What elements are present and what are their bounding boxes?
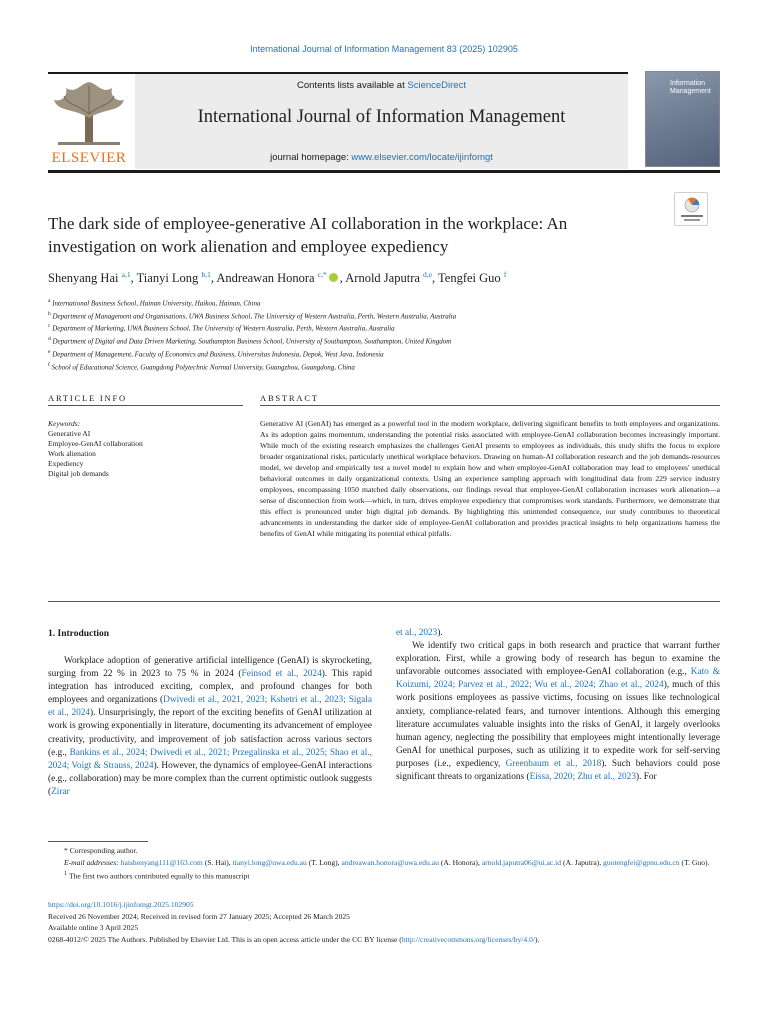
affiliation-marker: d — [48, 336, 51, 343]
contents-line — [135, 80, 628, 91]
keywords-label: Keywords: — [48, 419, 81, 428]
affiliation-text: School of Educational Science, Guangdong Polytechnic Normal University, Guangzhou, Guangdong, China — [51, 363, 355, 371]
introduction-heading: 1. Introduction — [48, 629, 110, 639]
affiliation-marker: b — [48, 310, 51, 317]
affiliation-text: Department of Digital and Data Driven Marketing, Southampton Business School, University of Southampton, Southampton, United Kingdom — [52, 337, 452, 346]
received-dates: Received 26 November 2024; Received in revised form 27 January 2025; Accepted 26 March 2025 — [48, 911, 350, 921]
affiliation — [48, 296, 728, 309]
article-info-heading: ARTICLE INFO — [48, 393, 127, 403]
keyword: Generative AI — [48, 429, 91, 438]
homepage-link[interactable]: www.elsevier.com/locate/ijinfomgt — [351, 152, 493, 163]
paragraph — [396, 627, 720, 640]
paragraph — [396, 640, 720, 784]
body-text: ). For — [635, 772, 657, 783]
author-affiliation-marker[interactable]: f — [503, 270, 507, 279]
contents-prefix: Contents lists available at — [297, 80, 408, 91]
email-addresses — [48, 857, 728, 869]
available-online: Available online 3 April 2025 — [48, 923, 139, 932]
header-bottom-rule — [48, 170, 720, 173]
sciencedirect-link[interactable]: ScienceDirect — [407, 80, 466, 91]
author-name[interactable]: Tengfei Guo — [438, 271, 501, 286]
author-affiliation-marker[interactable]: a,1 — [121, 270, 131, 279]
check-for-updates-icon — [675, 193, 709, 227]
email-link[interactable]: andreawan.honora@uwa.edu.au — [341, 857, 439, 867]
cover-title: Information Management — [670, 80, 711, 95]
body-text: ), much of this work positions employees as passive victims, focusing on issues like technological anxiety, compliance-related fears, and turnover intentions. Although this emerging literature accumulates valuable insights into the risks of GenAI, it largely overlooks human agency, neglecting the possibility that employees might intentionally leverage GenAI for unethical purposes, such as utilizing it to expedite work for self-serving purposes (i.e., expediency, — [396, 680, 720, 769]
elsevier-wordmark: ELSEVIER — [51, 150, 127, 166]
article-info-rule — [48, 405, 243, 406]
body-text: ). — [437, 628, 443, 638]
equal-contribution-note — [48, 868, 728, 882]
author-list: Shenyang Hai $^{a,1}$, Tianyi Long $^{b,1}$, Andreawan Honora $^{c,*}$ , Arnold Japutra $^{d,e}$, Tengfei Guo $^f$ — [48, 270, 507, 286]
body-text: We identify two critical gaps in both research and practice that warrant further exploration. First, while a growing body of research has begun to examine the unfavorable outcomes associated with employee-GenAI collaboration (e.g., — [396, 641, 720, 678]
affiliation-list — [48, 296, 728, 372]
email-link[interactable]: guotengfei@gpnu.edu.cn — [603, 857, 680, 867]
abstract-body: Generative AI (GenAI) has emerged as a powerful tool in the modern workplace, delivering significant benefits to both employees and organizations. As its adoption gains momentum, understanding the potential risks associated with employee-GenAI collaboration becomes increasingly important. While much of the existing research emphasizes the challenges GenAI presents to employees as individuals, this study shifts the focus to explore broader organizational risks, particularly unethical workplace behaviors. Drawing on human-AI collaboration research and the job demands-resources model, we develop and empirically test a novel model to explain how and when employee-GenAI collaboration may lead to employees' unethical behavioral outcomes in daily organizational contexts. Using an experience sampling approach with longitudinal data from 229 service industry employees, encompassing 1050 matched daily observations, our findings reveal that employee-GenAI collaboration increases work alienation—a sense of disconnection from work—which, in turn, drives employee expediency that compromises work standards. Furthermore, we demonstrate that this effect is pronounced under high digital job demands. By highlighting this unintended consequence, our study contributes to theoretical advancements in understanding the darker side of employee-GenAI collaboration and provides practical insights to help organizations harness the benefits of GenAI while mitigating its potential ethical pitfalls. — [260, 419, 720, 538]
email-link[interactable]: tianyi.long@uwa.edu.au — [232, 857, 307, 867]
affiliation-text: Department of Management and Organisations, UWA Business School, The University of Western Australia, Perth, Western Australia, Australia — [52, 312, 457, 321]
email-link[interactable]: arnold.japutra06@ui.ac.id — [481, 857, 562, 867]
author-name[interactable]: Shenyang Hai — [48, 271, 119, 286]
keyword: Expediency — [48, 459, 84, 469]
email-link[interactable]: haishenyang111@163.com — [120, 857, 203, 867]
abstract-rule — [260, 405, 720, 406]
keyword: Work alienation — [48, 449, 96, 459]
author-affiliation-marker[interactable]: c,* — [317, 270, 327, 279]
affiliation — [48, 334, 728, 347]
author-affiliation-marker[interactable]: d,e — [423, 270, 432, 279]
citation-link[interactable]: et al., 2023 — [396, 628, 438, 638]
keyword: Digital job demands — [48, 469, 109, 479]
body-text: ). Unsurprisingly, the report of the exciting benefits of GenAI utilization at work is growing exponentially in literature, documenting its advancement of employee creativity, productivity, and improvement of job satisfaction across various sectors (e.g., — [48, 708, 372, 758]
affiliation-text: International Business School, Hainan University, Haikou, Hainan, China — [52, 299, 261, 308]
intro-left-column — [48, 655, 372, 799]
affiliation — [48, 360, 728, 373]
citation-link[interactable]: Bankins et al., 2024; Dwivedi et al., 2021; Przegalinska et al., 2025; Shao et al., 2024; Voigt & Strauss, 2024 — [48, 747, 372, 771]
homepage-prefix: journal homepage: — [270, 152, 352, 163]
email-owner: (A. Honora), — [438, 857, 482, 867]
body-text: ). Such behaviors could pose significant threats to organizations ( — [396, 758, 721, 783]
keywords-list — [48, 429, 143, 479]
footnote-marker: 1 — [64, 870, 68, 877]
affiliation-marker: e — [48, 348, 51, 355]
article-title: The dark side of employee-generative AI collaboration in the workplace: An investigation on work alienation and employee expediency — [48, 214, 568, 256]
journal-title: International Journal of Information Management — [197, 107, 566, 127]
check-for-updates-button[interactable] — [674, 192, 708, 226]
section-divider — [48, 601, 720, 602]
doi-link[interactable]: https://doi.org/10.1016/j.ijinfomgt.2025.102905 — [48, 900, 194, 909]
email-owner: (A. Japutra), — [561, 857, 604, 867]
citation-link[interactable]: Dwivedi et al., 2021, 2023; Kshetri et al., 2023; Sigala et al., 2024 — [48, 695, 372, 719]
keyword: Employee-GenAI collaboration — [48, 439, 143, 449]
journal-homepage — [135, 152, 628, 163]
body-text: ). This rapid integration has introduced exciting, complex, and profound changes for both employees and organizations ( — [48, 669, 373, 706]
body-text: ). However, the dynamics of employee-GenAI interactions (e.g., collaboration) may be more complex than the current optimistic outlook suggests ( — [48, 760, 372, 797]
affiliation — [48, 309, 728, 322]
body-text: Workplace adoption of generative artificial intelligence (GenAI) is skyrocketing, surging from 22 % in 2023 to 75 % in 2024 ( — [48, 656, 372, 680]
author-name[interactable]: Tianyi Long — [136, 271, 199, 286]
affiliation-text: Department of Marketing, UWA Business School, The University of Western Australia, Perth, Western Australia, Australia — [52, 324, 395, 333]
license-text: ). — [534, 934, 540, 944]
license-text: 0268-4012/© 2025 The Authors. Published by Elsevier Ltd. This is an open access article under the CC BY license ( — [48, 934, 402, 944]
affiliation-marker: c — [48, 323, 51, 330]
citation-link[interactable]: Greenbaum et al., 2018 — [505, 758, 602, 769]
citation-link[interactable]: Feinsod et al., 2024 — [241, 669, 322, 680]
equal-contribution-text: The first two authors contributed equally to this manuscript — [68, 871, 250, 881]
email-owner: (T. Long), — [306, 857, 342, 867]
footnote-rule — [48, 841, 148, 842]
abstract-heading: ABSTRACT — [260, 393, 319, 403]
corresponding-author-note: * Corresponding author. — [64, 846, 138, 855]
affiliation-marker: f — [48, 361, 50, 368]
journal-citation[interactable]: International Journal of Information Management 83 (2025) 102905 — [250, 44, 518, 54]
license-link[interactable]: http://creativecommons.org/licenses/by/4.0/ — [401, 934, 535, 944]
orcid-icon[interactable] — [329, 273, 338, 282]
citation-link[interactable]: Zirar — [51, 786, 70, 797]
publication-info — [48, 899, 728, 945]
citation-link[interactable]: Kato & Koizumi, 2024; Parvez et al., 2022; Wu et al., 2024; Zhao et al., 2024 — [396, 667, 720, 691]
author-name[interactable]: Arnold Japutra — [345, 271, 420, 286]
affiliation-marker: a — [48, 298, 51, 304]
email-owner: (T. Guo). — [679, 857, 710, 867]
author-affiliation-marker[interactable]: b,1 — [201, 270, 211, 279]
author-name[interactable]: Andreawan Honora — [216, 271, 315, 286]
intro-right-column — [396, 627, 720, 784]
citation-link[interactable]: Eissa, 2020; Zhu et al., 2023 — [529, 772, 636, 783]
footnotes — [48, 845, 728, 882]
affiliation — [48, 321, 728, 334]
license-line — [48, 934, 728, 946]
affiliation — [48, 347, 728, 360]
email-owner: (S. Hai), — [202, 857, 233, 867]
email-label: E-mail addresses: — [64, 857, 119, 867]
affiliation-text: Department of Management, Faculty of Economics and Business, Universitas Indonesia, Depok, West Java, Indonesia — [52, 350, 384, 359]
